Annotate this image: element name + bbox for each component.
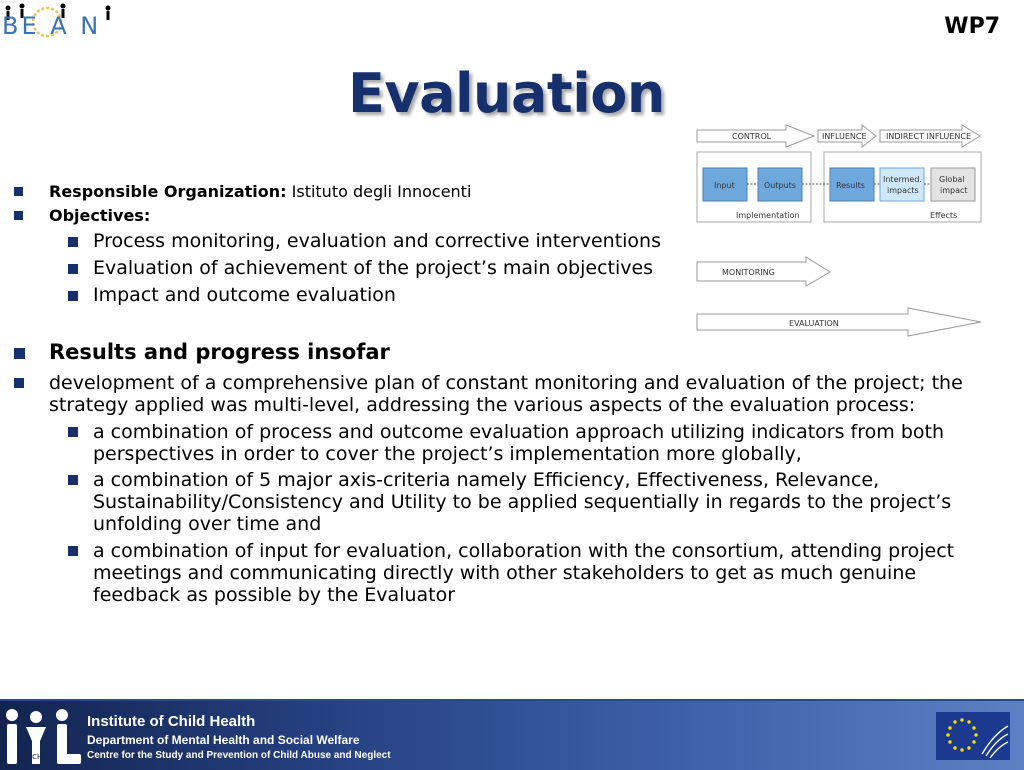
footer-bar [0,699,1024,770]
square-bullet-icon [68,237,78,247]
square-bullet-icon [68,264,78,274]
global-impact-box [931,168,975,201]
objective-text: Evaluation of achievement of the project’s main objectives [93,257,654,279]
control-label: CONTROL [732,132,772,141]
footer-line-2: Department of Mental Health and Social Welfare [87,733,360,747]
intermed-impacts-box [880,168,924,201]
square-bullet-icon [68,427,78,437]
list-item [68,284,688,306]
detail-text: a combination of input for evaluation, collaboration with the consortium, attending project meetings and communicating directly with other stakeholders to get as much genuine feedback as possible by the Evaluator [93,540,955,606]
logo-text: BE A N [2,12,102,40]
objective-text: Process monitoring, evaluation and corrective interventions [93,230,661,252]
square-bullet-icon [68,546,78,556]
implementation-label: Implementation [736,211,800,220]
list-item [14,182,471,201]
list-item [68,421,1008,465]
responsible-value: Istituto degli Innocenti [286,182,472,201]
bean-logo-icon [0,0,125,48]
outputs-label: Outputs [764,181,796,190]
footer-line-3: Centre for the Study and Prevention of Child Abuse and Neglect [87,750,391,761]
square-bullet-icon [14,211,23,220]
detail-text: a combination of 5 major axis-criteria namely Efficiency, Effectiveness, Relevance, Sustainability/Consistency and Utility to be applied sequentially in regards to the project’s unfolding over time and [93,469,952,535]
global-label-1: Global [939,175,965,184]
list-item [14,340,390,364]
evaluation-arrow [697,308,981,336]
development-text: development of a comprehensive plan of constant monitoring and evaluation of the project; the strategy applied was multi-level, addressing the various aspects of the evaluation process: [49,372,963,416]
list-item [68,230,688,252]
square-bullet-icon [14,378,24,388]
list-item [68,469,1008,535]
eu-flag-icon [936,712,1010,760]
results-heading: Results and progress insofar [49,340,390,364]
institute-logo-icon [2,707,84,767]
list-item [14,372,1014,416]
objective-text: Impact and outcome evaluation [93,284,396,306]
wp-label: WP7 [944,14,1000,39]
square-bullet-icon [68,475,78,485]
list-item [14,206,150,225]
square-bullet-icon [14,187,23,196]
results-label: Results [836,181,865,190]
responsible-label: Responsible Organization: [49,182,287,201]
monitoring-label: MONITORING [722,268,775,277]
intermed-label-1: Intermed. [883,175,922,184]
evaluation-diagram [694,124,989,340]
footer-logo-text: ICH [30,753,43,761]
responsible-line [49,182,471,201]
footer-line-1: Institute of Child Health [87,713,256,730]
effects-label: Effects [930,211,958,220]
square-bullet-icon [14,348,25,359]
indirect-influence-label: INDIRECT INFLUENCE [886,132,972,141]
objectives-label: Objectives: [49,206,151,225]
global-label-2: impact [940,186,968,195]
intermed-label-2: impacts [887,186,919,195]
page-title: Evaluation [348,62,665,125]
influence-label: INFLUENCE [822,132,867,141]
input-label: Input [714,181,735,190]
square-bullet-icon [68,291,78,301]
list-item [68,540,1008,606]
detail-text: a combination of process and outcome evaluation approach utilizing indicators from both perspectives in order to cover the project’s implementation more globally, [93,421,944,465]
list-item [68,257,688,279]
evaluation-label: EVALUATION [789,319,839,328]
